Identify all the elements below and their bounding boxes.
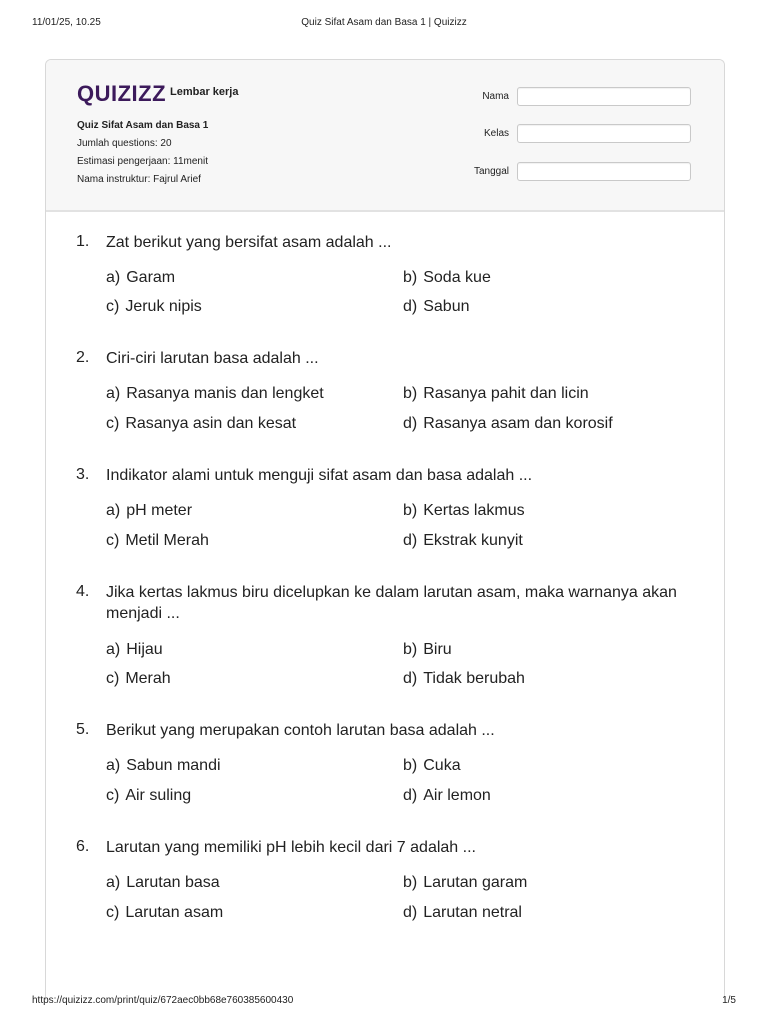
question-number: 6. [76, 838, 90, 855]
quizizz-logo: QUIZIZZ [77, 81, 167, 106]
question-text: Jika kertas lakmus biru dicelupkan ke dalam larutan asam, maka warnanya akan menjadi ... [106, 584, 677, 622]
option-letter: c) [106, 787, 120, 804]
option-text: Metil Merah [125, 532, 209, 549]
option-text: Larutan asam [125, 904, 224, 921]
option-d [403, 532, 523, 550]
option-d [403, 298, 470, 316]
option-letter: b) [403, 269, 418, 286]
option-letter: d) [403, 415, 418, 432]
name-input[interactable] [517, 87, 691, 106]
option-c [106, 787, 191, 805]
option-text: Garam [126, 269, 176, 286]
print-url: https://quizizz.com/print/quiz/672aec0bb68e760385600430 [32, 995, 294, 1006]
option-text: Cuka [423, 757, 461, 774]
option-text: Sabun [423, 298, 470, 315]
option-a [106, 269, 175, 287]
option-d [403, 415, 613, 433]
option-letter: d) [403, 670, 418, 687]
option-letter: b) [403, 502, 418, 519]
print-header [32, 17, 736, 31]
option-text: Rasanya asam dan korosif [423, 415, 613, 432]
question-text: Zat berikut yang bersifat asam adalah ... [106, 234, 392, 251]
estimated-time: Estimasi pengerjaan: 11menit [77, 156, 208, 167]
option-c [106, 298, 202, 316]
print-date: 11/01/25, 10.25 [32, 17, 101, 28]
option-letter: b) [403, 874, 418, 891]
option-b [403, 874, 527, 892]
option-text: Tidak berubah [423, 670, 525, 687]
option-letter: c) [106, 415, 120, 432]
option-text: Air suling [125, 787, 192, 804]
option-text: Air lemon [423, 787, 491, 804]
worksheet [45, 59, 725, 1000]
option-b [403, 269, 491, 287]
option-d [403, 787, 491, 805]
page-number: 1/5 [722, 995, 736, 1006]
question-text: Indikator alami untuk menguji sifat asam dan basa adalah ... [106, 467, 533, 484]
question-text: Ciri-ciri larutan basa adalah ... [106, 350, 319, 367]
option-letter: c) [106, 904, 120, 921]
option-letter: a) [106, 269, 121, 286]
option-letter: c) [106, 298, 120, 315]
option-c [106, 415, 296, 433]
option-letter: d) [403, 298, 418, 315]
option-b [403, 757, 461, 775]
option-text: Kertas lakmus [423, 502, 525, 519]
option-text: Rasanya manis dan lengket [126, 385, 324, 402]
option-text: Soda kue [423, 269, 491, 286]
option-letter: a) [106, 502, 121, 519]
instructor-name: Nama instruktur: Fajrul Arief [77, 174, 201, 185]
option-c [106, 904, 223, 922]
option-a [106, 385, 324, 403]
option-a [106, 502, 192, 520]
option-a [106, 757, 221, 775]
option-text: Rasanya asin dan kesat [125, 415, 297, 432]
class-label: Kelas [483, 128, 509, 139]
option-text: Larutan garam [423, 874, 528, 891]
option-letter: d) [403, 532, 418, 549]
worksheet-label: Lembar kerja [170, 86, 239, 98]
option-letter: d) [403, 787, 418, 804]
option-d [403, 904, 522, 922]
option-letter: b) [403, 757, 418, 774]
question-number: 2. [76, 349, 90, 366]
option-letter: b) [403, 641, 418, 658]
option-b [403, 641, 452, 659]
class-input[interactable] [517, 124, 691, 143]
option-text: Merah [125, 670, 171, 687]
question-count: Jumlah questions: 20 [77, 138, 172, 149]
option-text: Jeruk nipis [125, 298, 202, 315]
option-c [106, 532, 209, 550]
option-b [403, 385, 589, 403]
option-b [403, 502, 525, 520]
date-input[interactable] [517, 162, 691, 181]
question-number: 3. [76, 466, 90, 483]
option-text: Sabun mandi [126, 757, 221, 774]
option-text: Larutan basa [126, 874, 220, 891]
question-number: 5. [76, 721, 90, 738]
question-text: Larutan yang memiliki pH lebih kecil dari 7 adalah ... [106, 839, 476, 856]
option-letter: a) [106, 757, 121, 774]
print-footer [32, 995, 736, 1009]
option-text: Biru [423, 641, 452, 658]
question-number: 1. [76, 233, 90, 250]
option-letter: a) [106, 385, 121, 402]
option-letter: a) [106, 874, 121, 891]
option-letter: b) [403, 385, 418, 402]
print-title: Quiz Sifat Asam dan Basa 1 | Quizizz [301, 17, 467, 28]
option-text: Rasanya pahit dan licin [423, 385, 589, 402]
option-text: Ekstrak kunyit [423, 532, 523, 549]
option-d [403, 670, 525, 688]
date-label: Tanggal [473, 166, 509, 177]
option-letter: c) [106, 532, 120, 549]
question-text: Berikut yang merupakan contoh larutan basa adalah ... [106, 722, 495, 739]
question-number: 4. [76, 583, 90, 600]
name-label: Nama [482, 91, 509, 102]
option-letter: c) [106, 670, 120, 687]
option-letter: d) [403, 904, 418, 921]
option-c [106, 670, 171, 688]
quiz-title: Quiz Sifat Asam dan Basa 1 [77, 120, 209, 131]
option-letter: a) [106, 641, 121, 658]
worksheet-header [46, 60, 724, 212]
option-a [106, 874, 220, 892]
option-text: pH meter [126, 502, 193, 519]
option-text: Larutan netral [423, 904, 522, 921]
option-text: Hijau [126, 641, 163, 658]
option-a [106, 641, 163, 659]
